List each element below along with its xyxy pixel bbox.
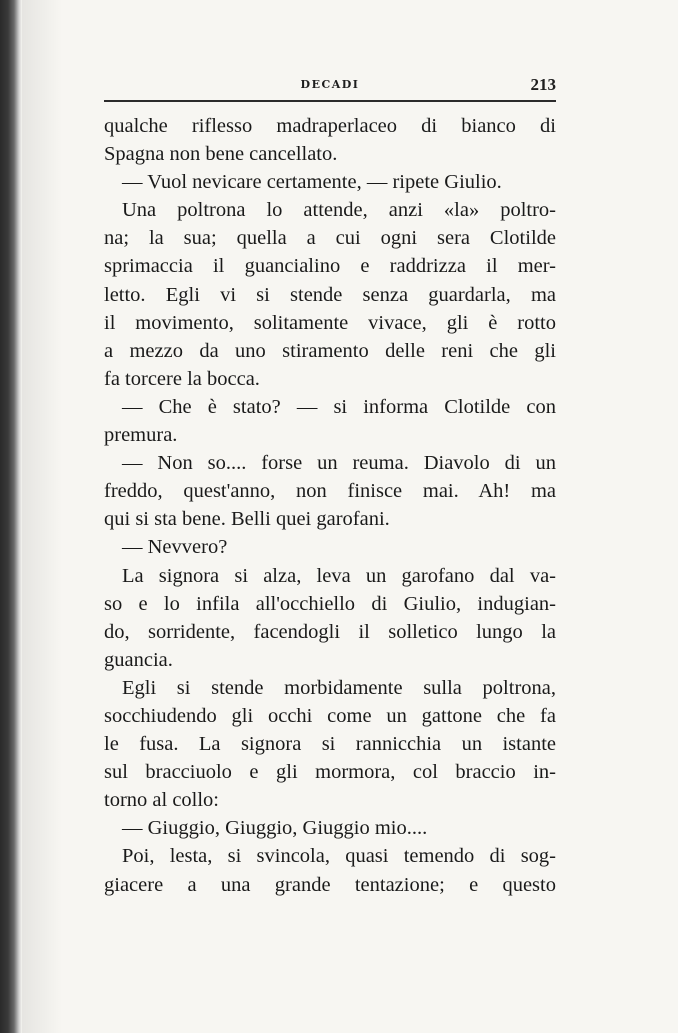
text-line: sul bracciuolo e gli mormora, col braccio in- — [104, 761, 556, 784]
text-line: Una poltrona lo attende, anzi «la» poltro- — [122, 199, 556, 222]
text-line: qualche riflesso madraperlaceo di bianco di — [104, 115, 556, 137]
text-line: guancia. — [104, 648, 173, 671]
text-line: — Non so.... forse un reuma. Diavolo di un — [122, 452, 556, 475]
text-line: il movimento, solitamente vivace, gli è rotto — [104, 311, 556, 334]
book-spine-shadow — [0, 0, 22, 1033]
text-line: — Giuggio, Giuggio, Giuggio mio.... — [122, 817, 428, 840]
text-line: qui si sta bene. Belli quei garofani. — [104, 508, 390, 531]
text-line: giacere a una grande tentazione; e questo — [104, 873, 556, 896]
text-line: — Nevvero? — [122, 536, 228, 559]
text-line: — Vuol nevicare certamente, — ripete Giulio. — [122, 171, 502, 194]
text-line: fa torcere la bocca. — [104, 367, 260, 390]
text-line: so e lo infila all'occhiello di Giulio, indugian- — [104, 592, 556, 615]
text-line: Spagna non bene cancellato. — [104, 143, 338, 166]
gutter-shading — [22, 0, 62, 1033]
text-line: letto. Egli vi si stende senza guardarla, ma — [104, 283, 556, 306]
text-line: sprimaccia il guancialino e raddrizza il mer- — [104, 255, 556, 278]
text-line: na; la sua; quella a cui ogni sera Clotilde — [104, 227, 556, 250]
page-number: 213 — [530, 75, 556, 94]
body-text — [104, 112, 556, 899]
running-header — [104, 72, 556, 100]
header-rule — [104, 100, 556, 102]
text-line: le fusa. La signora si rannicchia un istante — [104, 733, 556, 756]
text-line: socchiudendo gli occhi come un gattone che fa — [104, 704, 556, 727]
text-line: torno al collo: — [104, 789, 220, 812]
text-line: freddo, quest'anno, non finisce mai. Ah! ma — [104, 480, 556, 503]
text-line: do, sorridente, facendogli il solletico lungo la — [104, 620, 556, 643]
text-line: La signora si alza, leva un garofano dal va- — [122, 564, 556, 587]
running-title: DECADI — [300, 78, 360, 91]
text-line: a mezzo da uno stiramento delle reni che gli — [104, 339, 556, 362]
text-line: Egli si stende morbidamente sulla poltrona, — [122, 676, 556, 699]
text-line: premura. — [104, 424, 178, 447]
text-line: — Che è stato? — si informa Clotilde con — [122, 395, 556, 418]
text-line: Poi, lesta, si svincola, quasi temendo di sog- — [122, 845, 556, 868]
